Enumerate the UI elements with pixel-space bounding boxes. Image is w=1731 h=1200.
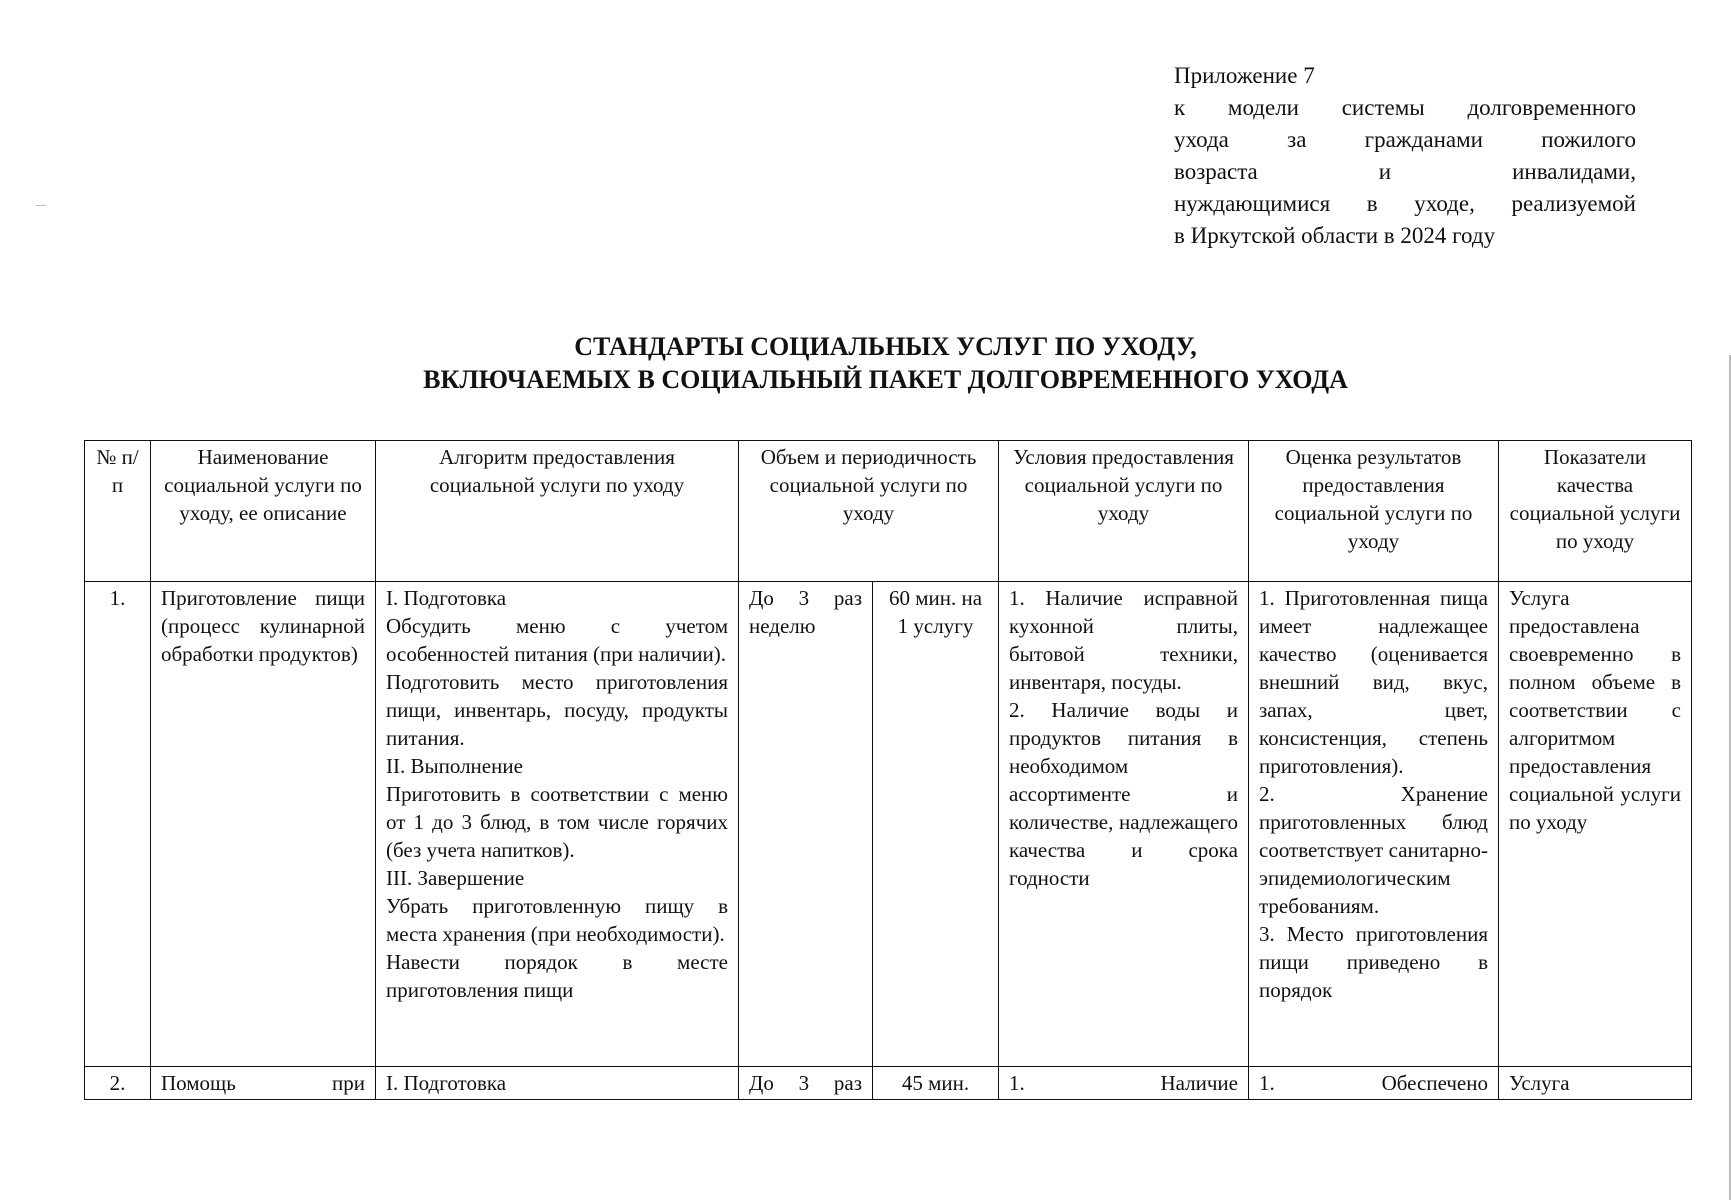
conditions-cell: [999, 582, 1249, 1067]
appendix-text-line: ухода за гражданами пожилого: [1174, 127, 1636, 152]
algorithm-step: Подготовить место приготовления пищи, инвентарь, посуду, продукты питания.: [386, 670, 728, 750]
appendix-text-line: возраста и инвалидами,: [1174, 159, 1636, 184]
algorithm-step: III. Завершение: [386, 866, 525, 890]
row-num: 2.: [85, 1067, 151, 1100]
appendix-text-line: нуждающимися в уходе, реализуемой: [1174, 191, 1636, 216]
service-name-text: Помощь при: [161, 1071, 365, 1095]
row-num: 1.: [85, 582, 151, 1067]
evaluation-item: 2. Хранение приготовленных блюд соответствует санитарно-эпидемиологическим требованиям.: [1259, 782, 1488, 918]
evaluation-cell: [1249, 582, 1499, 1067]
duration-cell: 45 мин.: [873, 1067, 999, 1100]
algorithm-step: I. Подготовка: [386, 586, 507, 610]
header-num: № п/п: [85, 441, 151, 582]
table-row: [85, 582, 1692, 1067]
scan-speck: [36, 205, 46, 206]
algorithm-step: Убрать приготовленную пищу в места хранения (при необходимости).: [386, 894, 728, 946]
algorithm-step: II. Выполнение: [386, 754, 523, 778]
service-name: Приготовление пищи (процесс кулинарной обработки продуктов): [151, 582, 376, 1067]
conditions-cell: [999, 1067, 1249, 1100]
algorithm-cell: [376, 582, 739, 1067]
algorithm-cell: [376, 1067, 739, 1100]
algorithm-step: I. Подготовка: [386, 1071, 507, 1095]
header-volume: Объем и периодичность социальной услуги по уходу: [739, 441, 999, 582]
algorithm-step: Обсудить меню с учетом особенностей питания (при наличии).: [386, 614, 728, 666]
evaluation-item: 1. Обеспечено: [1259, 1071, 1488, 1095]
condition-item: 1. Наличие: [1009, 1071, 1238, 1095]
frequency-cell: [739, 1067, 873, 1100]
algorithm-step: Навести порядок в месте приготовления пищи: [386, 950, 728, 1002]
title-line-1: СТАНДАРТЫ СОЦИАЛЬНЫХ УСЛУГ ПО УХОДУ,: [574, 332, 1197, 361]
duration-cell: 60 мин. на 1 услугу: [873, 582, 999, 1067]
appendix-text-line: в Иркутской области в 2024 году: [1174, 223, 1496, 248]
appendix-text-line: к модели системы долговременного: [1174, 95, 1636, 120]
header-evaluation: Оценка результатов предоставления социальной услуги по уходу: [1249, 441, 1499, 582]
quality-cell: Услуга предоставлена своевременно в полном объеме в соответствии с алгоритмом предоставления социальной услуги по уходу: [1499, 582, 1692, 1067]
algorithm-step: Приготовить в соответствии с меню от 1 до 3 блюд, в том числе горячих (без учета напитков).: [386, 782, 728, 862]
evaluation-item: 1. Приготовленная пища имеет надлежащее качество (оценивается внешний вид, вкус, запах, цвет, консистенция, степень приготовления).: [1259, 586, 1488, 778]
header-quality: Показатели качества социальной услуги по уходу: [1499, 441, 1692, 582]
table-row: [85, 1067, 1692, 1100]
header-algorithm: Алгоритм предоставления социальной услуги по уходу: [376, 441, 739, 582]
header-conditions: Условия предоставления социальной услуги по уходу: [999, 441, 1249, 582]
evaluation-cell: [1249, 1067, 1499, 1100]
appendix-number: Приложение 7: [1174, 63, 1315, 88]
evaluation-item: 3. Место приготовления пищи приведено в порядок: [1259, 922, 1488, 1002]
service-name: [151, 1067, 376, 1100]
standards-table: [84, 440, 1692, 1100]
document-title: [0, 330, 1731, 396]
table-header-row: [85, 441, 1692, 582]
quality-cell: Услуга: [1499, 1067, 1692, 1100]
frequency-cell: До 3 раз неделю: [739, 582, 873, 1067]
condition-item: 2. Наличие воды и продуктов питания в необходимом ассортименте и количестве, надлежащего качества и срока годности: [1009, 698, 1238, 890]
appendix-header: [1174, 60, 1636, 252]
title-line-2: ВКЛЮЧАЕМЫХ В СОЦИАЛЬНЫЙ ПАКЕТ ДОЛГОВРЕМЕННОГО УХОДА: [423, 365, 1348, 394]
frequency-text: До 3 раз: [749, 1071, 862, 1095]
header-name: Наименование социальной услуги по уходу, ее описание: [151, 441, 376, 582]
condition-item: 1. Наличие исправной кухонной плиты, бытовой техники, инвентаря, посуды.: [1009, 586, 1238, 694]
